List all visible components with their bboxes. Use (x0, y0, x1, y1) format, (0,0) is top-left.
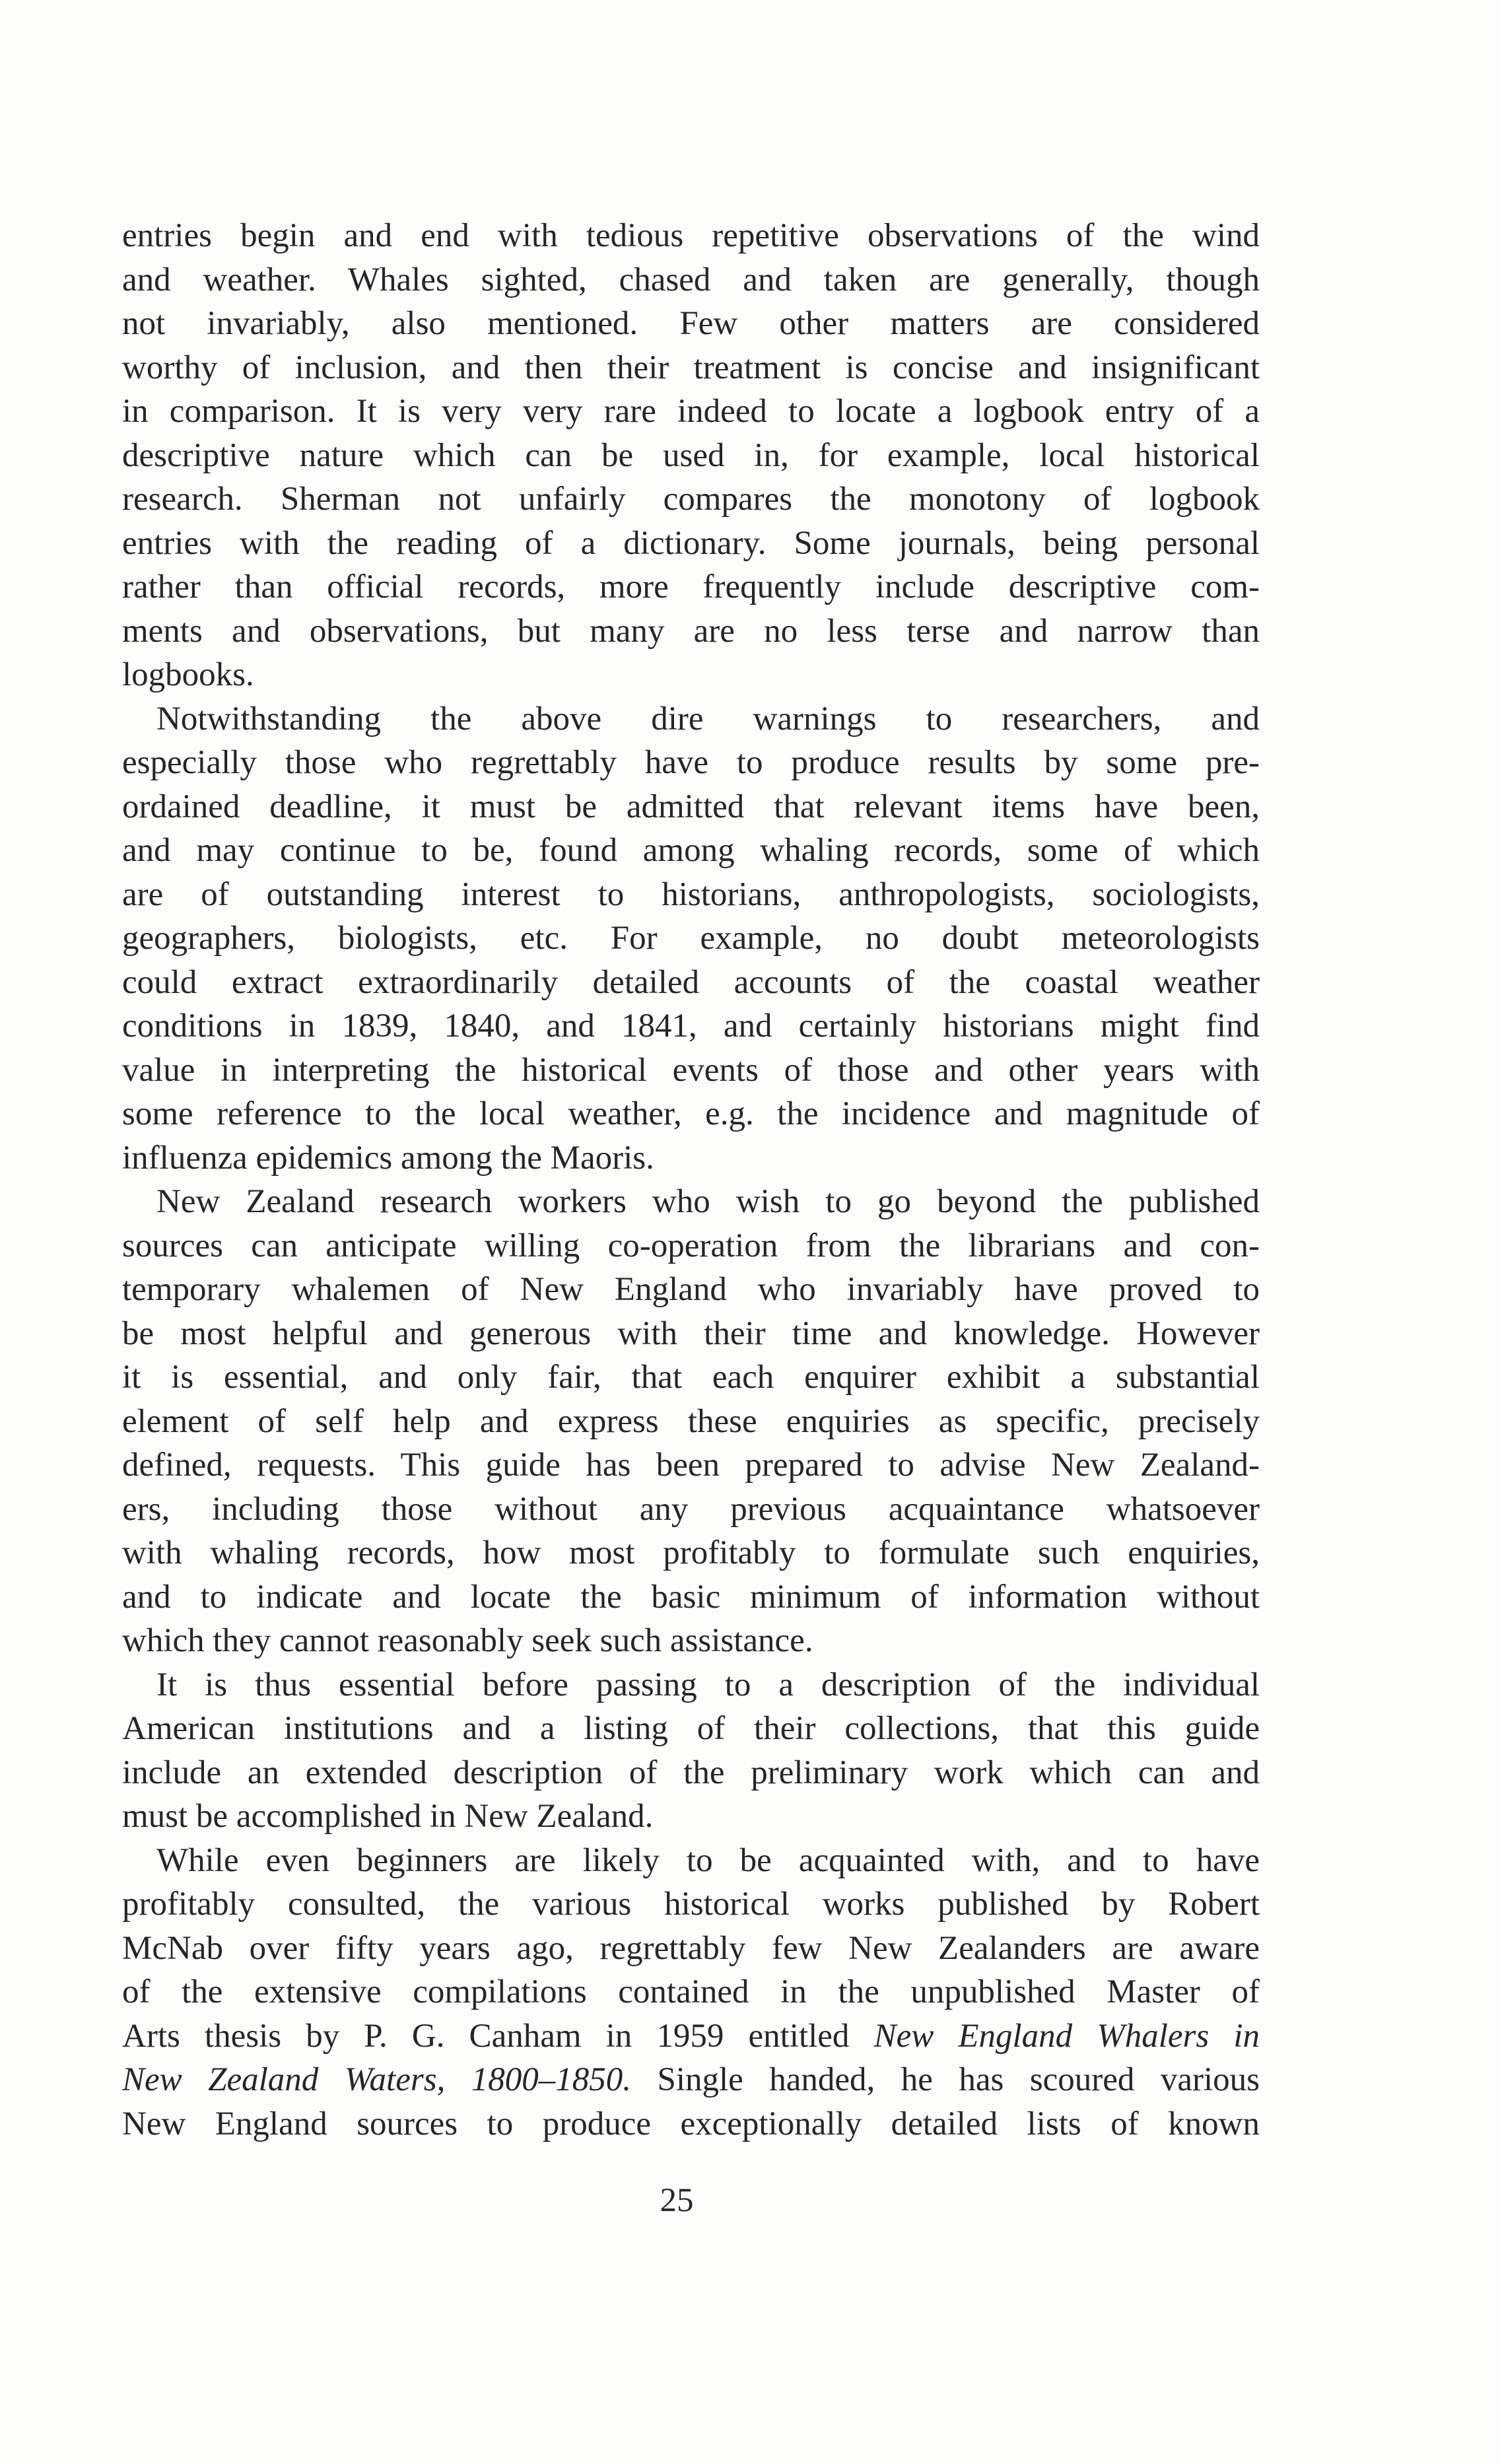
text-line: geographers, biologists, etc. For example, no doubt meteorologists (122, 920, 1260, 957)
text-line: and to indicate and locate the basic minimum of information without (122, 1578, 1260, 1616)
text-line: especially those who regrettably have to produce results by some pre- (122, 744, 1260, 781)
text-line: McNab over fifty years ago, regrettably few New Zealanders are aware (122, 1929, 1260, 1967)
body-text (122, 214, 1260, 2146)
text-line (122, 2014, 1260, 2059)
text-line: logbooks. (122, 656, 254, 693)
paragraph (122, 1839, 1260, 2146)
text-line: Notwithstanding the above dire warnings to researchers, and (156, 700, 1260, 737)
text-line: American institutions and a listing of their collections, that this guide (122, 1710, 1260, 1747)
text-line: and may continue to be, found among whaling records, some of which (122, 832, 1260, 869)
text-line: with whaling records, how most profitably to formulate such enquiries, (122, 1534, 1260, 1571)
text-line: could extract extraordinarily detailed accounts of the coastal weather (122, 963, 1260, 1001)
text-line: element of self help and express these enquiries as specific, precisely (122, 1402, 1260, 1440)
paragraph (122, 1180, 1260, 1663)
text-line: profitably consulted, the various historical works published by Robert (122, 1886, 1260, 1923)
text-line (122, 2058, 1260, 2102)
text-line: ers, including those without any previous acquaintance whatsoever (122, 1490, 1260, 1528)
italic-title-segment: New Zealand Waters, 1800–1850. (122, 2061, 632, 2098)
text-line: research. Sherman not unfairly compares the monotony of logbook (122, 481, 1260, 518)
text-line: While even beginners are likely to be acquainted with, and to have (156, 1841, 1260, 1879)
page-number: 25 (660, 2182, 694, 2219)
text-line: sources can anticipate willing co-operation from the librarians and con- (122, 1227, 1260, 1264)
text-line: defined, requests. This guide has been prepared to advise New Zealand- (122, 1447, 1260, 1484)
text-line: influenza epidemics among the Maoris. (122, 1139, 654, 1177)
text-line: of the extensive compilations contained in the unpublished Master of (122, 1973, 1260, 2010)
text-segment: Arts thesis by P. G. Canham in 1959 entitled (122, 2017, 874, 2055)
text-line: entries begin and end with tedious repetitive observations of the wind (122, 217, 1260, 254)
text-line: in comparison. It is very very rare indeed to locate a logbook entry of a (122, 393, 1260, 430)
text-line: worthy of inclusion, and then their treatment is concise and insignificant (122, 349, 1260, 386)
text-line: value in interpreting the historical events of those and other years with (122, 1051, 1260, 1089)
text-line: conditions in 1839, 1840, and 1841, and certainly historians might find (122, 1008, 1260, 1044)
text-line: and weather. Whales sighted, chased and taken are generally, though (122, 261, 1260, 298)
text-line: New England sources to produce exceptionally detailed lists of known (122, 2105, 1260, 2142)
text-line: are of outstanding interest to historians, anthropologists, sociologists, (122, 875, 1260, 913)
text-line: be most helpful and generous with their time and knowledge. However (122, 1315, 1260, 1352)
text-line: ments and observations, but many are no less terse and narrow than (122, 612, 1260, 650)
text-line: It is thus essential before passing to a description of the individual (156, 1666, 1260, 1703)
text-line: ordained deadline, it must be admitted that relevant items have been, (122, 788, 1260, 825)
paragraph (122, 697, 1260, 1181)
text-line: include an extended description of the preliminary work which can and (122, 1754, 1260, 1791)
text-segment: Single handed, he has scoured various (631, 2061, 1260, 2098)
paragraph (122, 214, 1260, 697)
text-line: entries with the reading of a dictionary. Some journals, being personal (122, 524, 1260, 562)
text-line: it is essential, and only fair, that each enquirer exhibit a substantial (122, 1359, 1260, 1396)
text-line: not invariably, also mentioned. Few other matters are considered (122, 305, 1260, 342)
text-line: which they cannot reasonably seek such assistance. (122, 1622, 813, 1659)
text-line: must be accomplished in New Zealand. (122, 1798, 654, 1835)
text-line: descriptive nature which can be used in, for example, local historical (122, 436, 1260, 474)
text-line: some reference to the local weather, e.g. the incidence and magnitude of (122, 1095, 1260, 1132)
paragraph (122, 1663, 1260, 1839)
text-line: temporary whalemen of New England who invariably have proved to (122, 1271, 1260, 1308)
text-line: rather than official records, more frequently include descriptive com- (122, 568, 1260, 605)
text-line: New Zealand research workers who wish to go beyond the published (156, 1183, 1260, 1220)
italic-title-segment: New England Whalers in (873, 2017, 1260, 2055)
